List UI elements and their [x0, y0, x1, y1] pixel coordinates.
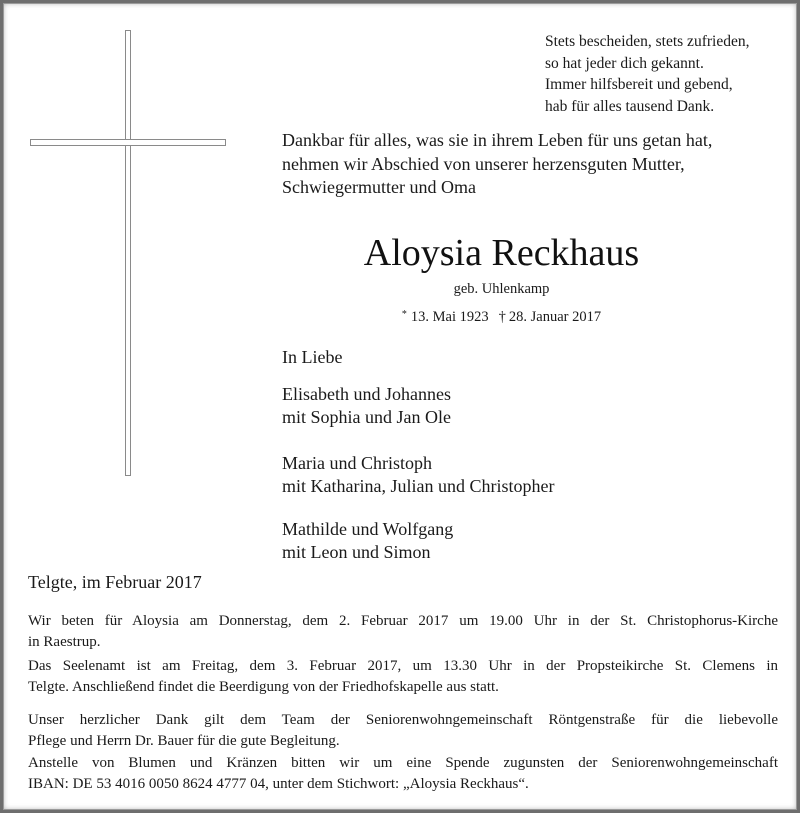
paragraph-line: Pflege und Herrn Dr. Bauer für die gute Begleitung.	[28, 732, 340, 749]
paragraph-line: in Raestrup.	[28, 633, 101, 650]
intro-text	[282, 129, 712, 200]
family-group	[282, 452, 554, 498]
birth-date: 13. Mai 1923	[410, 309, 489, 325]
requiem-paragraph	[28, 656, 778, 697]
paragraph-line: Anstelle von Blumen und Kränzen bitten wir um eine Spende zugunsten der Seniorenwohngemeinschaft	[28, 755, 778, 771]
family-children: mit Leon und Simon	[282, 542, 431, 562]
paragraph-line: Wir beten für Aloysia am Donnerstag, dem 2. Februar 2017 um 19.00 Uhr in der St. Christophorus-Kirche	[28, 613, 778, 629]
born-symbol: *	[401, 309, 407, 320]
deceased-name: Aloysia Reckhaus	[363, 232, 640, 274]
family-parents: Maria und Christoph	[282, 453, 432, 473]
poem-line: Immer hilfsbereit und gebend,	[545, 76, 733, 93]
paragraph-line: IBAN: DE 53 4016 0050 8624 4777 04, unter dem Stichwort: „Aloysia Reckhaus“.	[28, 775, 529, 792]
family-parents: Elisabeth und Johannes	[282, 384, 451, 404]
poem-line: hab für alles tausend Dank.	[545, 97, 715, 115]
dagger-symbol: †	[498, 309, 506, 325]
donation-paragraph	[28, 753, 778, 794]
intro-line: nehmen wir Abschied von unserer herzensguten Mutter,	[282, 153, 685, 174]
poem-line: Stets bescheiden, stets zufrieden,	[545, 33, 750, 50]
place-date: Telgte, im Februar 2017	[28, 572, 202, 592]
family-group	[282, 518, 453, 564]
memorial-poem	[545, 31, 749, 117]
family-children: mit Katharina, Julian und Christopher	[282, 476, 555, 496]
cross-intersection	[126, 140, 130, 145]
paragraph-line: Unser herzlicher Dank gilt dem Team der Seniorenwohngemeinschaft Röntgenstraße für die liebevolle	[28, 712, 778, 728]
family-group	[282, 383, 451, 429]
in-love-heading: In Liebe	[282, 347, 343, 367]
family-parents: Mathilde und Wolfgang	[282, 519, 454, 539]
paragraph-line: Telgte. Anschließend findet die Beerdigung von der Friedhofskapelle aus statt.	[28, 678, 499, 695]
poem-line: so hat jeder dich gekannt.	[545, 54, 704, 72]
prayer-paragraph	[28, 611, 778, 652]
paragraph-line: Das Seelenamt ist am Freitag, dem 3. Februar 2017, um 13.30 Uhr in der Propsteikirche St. Clemens in	[28, 658, 778, 674]
birth-name: geb. Uhlenkamp	[453, 281, 550, 297]
family-children: mit Sophia und Jan Ole	[282, 407, 451, 427]
thanks-paragraph	[28, 710, 778, 751]
life-dates	[0, 309, 800, 326]
intro-line: Dankbar für alles, was sie in ihrem Leben für uns getan hat,	[282, 130, 713, 150]
intro-line: Schwiegermutter und Oma	[282, 177, 476, 197]
death-date: 28. Januar 2017	[508, 309, 602, 325]
